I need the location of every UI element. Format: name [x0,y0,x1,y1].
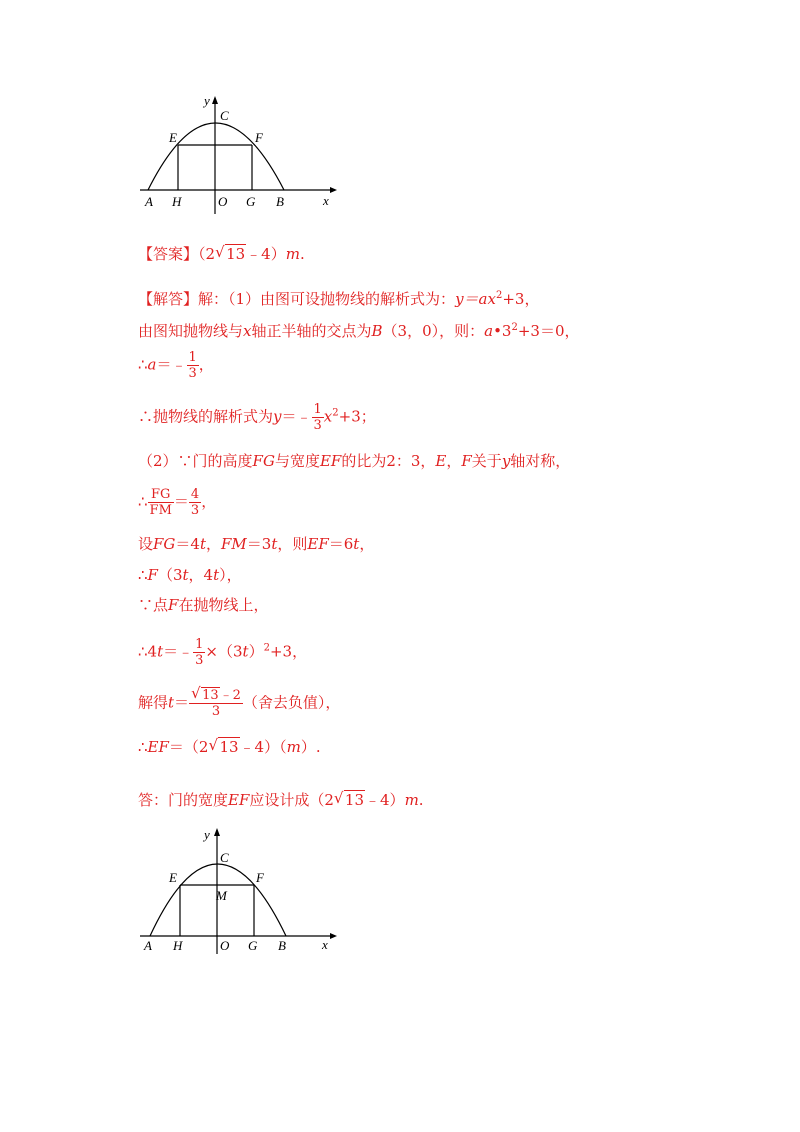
label-G: G [248,938,258,953]
solution-line-12: ∴EF＝（2 √ 13﹣4）（m）. [138,736,321,756]
solution-line-5: （2）∵门的高度FG与宽度EF的比为2：3，E，F关于y轴对称， [138,452,571,470]
label-F: F [255,130,263,145]
answer-line: 【答案】（2 √ 13﹣4）m. [138,243,305,263]
solution-line-3: ∴a＝﹣ $\frac{1}{3}$ ， [138,350,214,381]
solution-tag: 【解答】 [138,290,199,308]
sqrt-13: √ 13 [333,789,365,809]
label-x: x [322,937,328,952]
label-M: M [216,888,227,903]
solution-line-9: ∵点F在抛物线上， [138,596,269,614]
label-E: E [169,870,177,885]
label-A: A [145,194,153,209]
solution-line-10: ∴4t＝﹣ $\frac{1}{3}$ $\times(3t)^2+3$， [138,637,308,668]
parabola-figure-bottom [138,826,338,956]
solution-line-7: 设FG＝4t，FM＝3t，则EF＝6t， [138,535,375,553]
sqrt-13: √ 13 [191,684,219,703]
label-B: B [278,938,286,953]
solution-line-6: ∴ $\frac{FG}{FM}$ ＝ $\frac{4}{3}$ ， [138,487,217,518]
label-y: y [204,827,210,842]
solution-line-2: 由图知抛物线与x轴正半轴的交点为B（3，0），则：$a•3^2+3=0$， [138,322,580,340]
label-F: F [256,870,264,885]
label-H: H [173,938,183,953]
fraction-one-third: $\frac{1}{3}$ [188,350,197,381]
label-C: C [220,850,229,865]
sqrt-13: √ 13 [208,736,239,756]
label-y: y [204,93,210,108]
fraction-one-third: $\frac{1}{3}$ [313,402,322,433]
label-O: O [218,194,228,209]
parabola-figure-top [138,92,338,217]
sqrt-13: √ 13 [215,243,246,263]
label-H: H [172,194,182,209]
label-O: O [220,938,230,953]
fraction-sqrt13-minus-2-over-3: √ 13﹣2 3 [191,684,241,719]
x-axis-arrow [330,187,337,193]
label-B: B [276,194,284,209]
fraction-fg-fm: $\frac{FG}{FM}$ [149,487,172,518]
y-axis-arrow [212,96,218,104]
fraction-four-thirds: $\frac{4}{3}$ [190,487,200,518]
label-A: A [144,938,152,953]
answer-tag: 【答案】 [138,245,199,263]
y-axis-arrow [214,828,220,836]
label-C: C [220,108,229,123]
label-E: E [169,130,177,145]
solution-line-1: 【解答】解：（1）由图可设抛物线的解析式为：$y=ax^2+3$， [138,290,540,308]
label-x: x [323,193,329,208]
fraction-one-third: $\frac{1}{3}$ [195,637,204,668]
x-axis-arrow [330,933,337,939]
solution-line-8: ∴F（3t，4t）， [138,566,242,584]
solution-line-4: ∴抛物线的解析式为y＝﹣ $\frac{1}{3}$ $x^2+3$； [138,402,376,433]
solution-line-11: 解得t＝ √ 13﹣2 3 （舍去负值）， [138,684,341,719]
final-answer-line: 答：门的宽度EF应设计成（2 √ 13﹣4）m. [138,789,424,809]
label-G: G [246,194,256,209]
